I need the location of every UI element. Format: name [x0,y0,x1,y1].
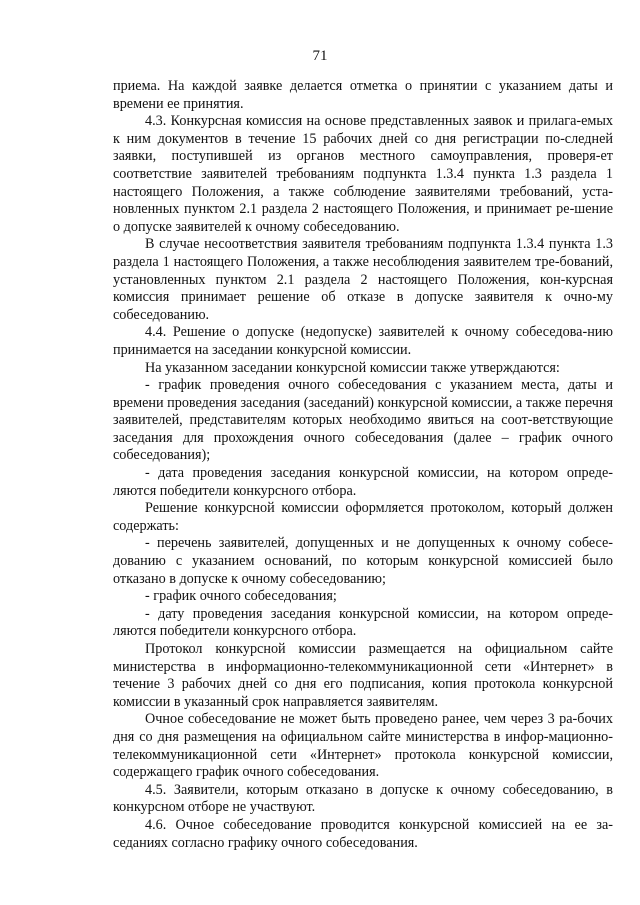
paragraph: приема. На каждой заявке делается отметка о принятии с указанием даты и времени ее принятия. [113,78,613,112]
paragraph: Решение конкурсной комиссии оформляется протоколом, который должен содержать: [113,500,613,534]
list-item: - график проведения очного собеседования с указанием места, даты и времени проведения заседания (заседаний) конкурсной комиссии, а также перечня заявителей, представителям которых необходимо явиться на соот-ветствующие заседания для прохождения очного собеседования (далее – график очного собеседования); [113,377,613,464]
paragraph: Протокол конкурсной комиссии размещается на официальном сайте министерства в информационно-телекоммуникационной сети «Интернет» в течение 3 рабочих дней со дня его подписания, копия протокола конкурсной комиссии в указанный срок направляется заявителям. [113,641,613,710]
paragraph: 4.6. Очное собеседование проводится конкурсной комиссией на ее за-седаниях согласно графику очного собеседования. [113,816,613,851]
list-item: - перечень заявителей, допущенных и не допущенных к очному собесе-дованию с указанием оснований, по которым конкурсной комиссией было отказано в допуске к очному собеседованию; [113,535,613,587]
document-body [113,78,613,852]
paragraph: 4.4. Решение о допуске (недопуске) заявителей к очному собеседова-нию принимается на заседании конкурсной комиссии. [113,324,613,358]
paragraph: В случае несоответствия заявителя требованиям подпункта 1.3.4 пункта 1.3 раздела 1 настоящего Положения, а также несоблюдения заявителем тре-бований, установленных пунктом 2.1 раздела 2 настоящего Положения, кон-курсная комиссия принимает решение об отказе в допуске заявителя к очно-му собеседованию. [113,236,613,323]
paragraph: 4.3. Конкурсная комиссия на основе представленных заявок и прилага-емых к ним документов в течение 15 рабочих дней со дня регистрации по-следней заявки, поступившей из органов местного самоуправления, проверя-ет соответствие заявителей требованиям подпункта 1.3.4 пункта 1.3 раздела 1 настоящего Положения, а также соблюдение заявителями требований, уста-новленных пунктом 2.1 раздела 2 настоящего Положения, и принимает ре-шение о допуске заявителей к очному собеседованию. [113,113,613,235]
list-item: - дату проведения заседания конкурсной комиссии, на котором опреде-ляются победители конкурсного отбора. [113,605,613,640]
list-item: - дата проведения заседания конкурсной комиссии, на котором опреде-ляются победители конкурсного отбора. [113,465,613,499]
list-item: - график очного собеседования; [145,588,337,605]
page-number: 71 [312,48,328,64]
paragraph: 4.5. Заявители, которым отказано в допуске к очному собеседованию, в конкурсном отборе не участвуют. [113,781,613,816]
paragraph: На указанном заседании конкурсной комиссии также утверждаются: [145,359,560,376]
paragraph: Очное собеседование не может быть проведено ранее, чем через 3 ра-бочих дня со дня размещения на официальном сайте министерства в инфор-мационно-телекоммуникационной сети «Интернет» протокола конкурсной комиссии, содержащего график очного собеседования. [113,711,613,781]
